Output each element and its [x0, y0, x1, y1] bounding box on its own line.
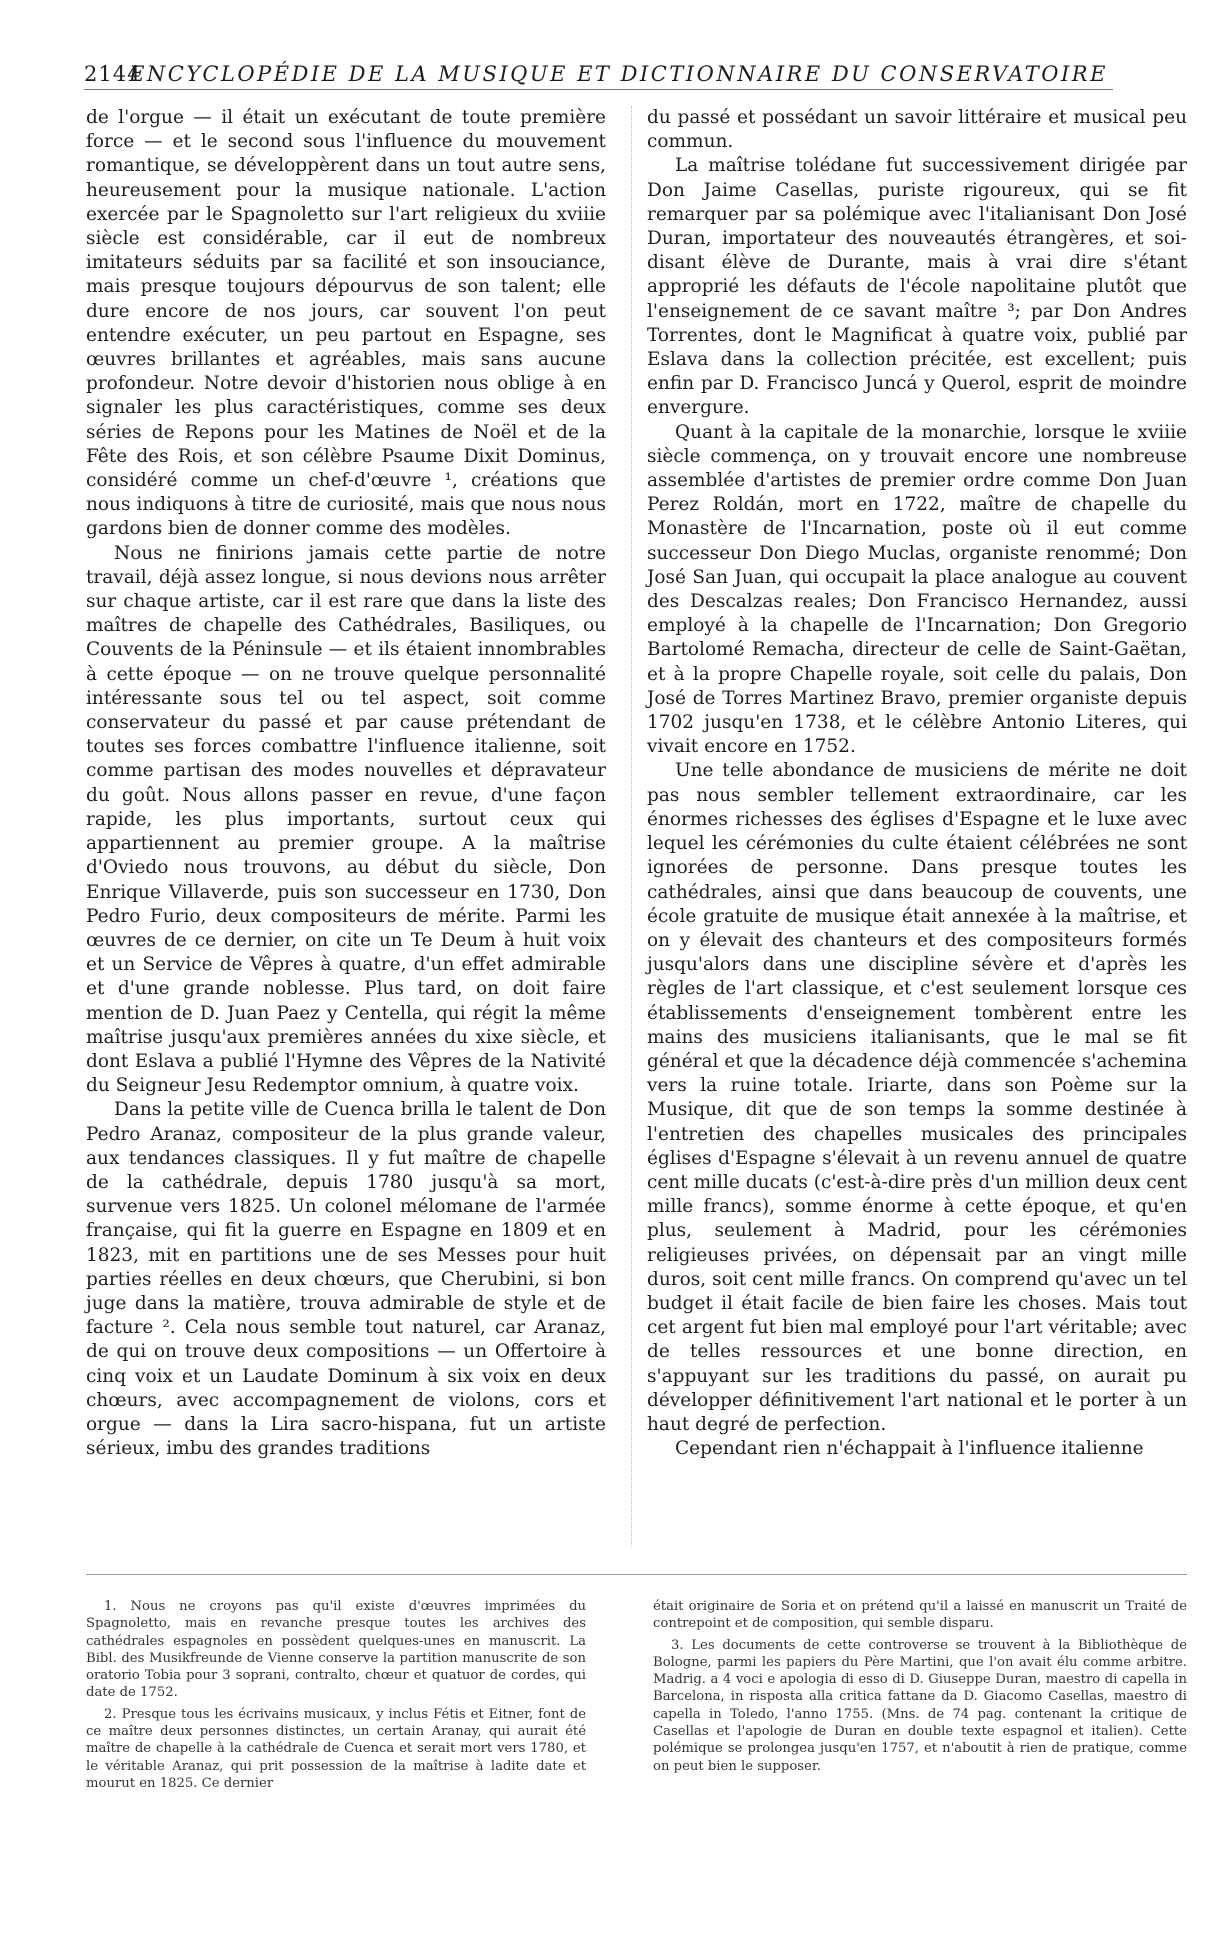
running-header — [84, 62, 1113, 90]
footnote: 2. Presque tous les écrivains musicaux, y inclus Fétis et Eitner, font de ce maître deux personnes distinctes, un certain Aranay, qui aurait été maître de chapelle à la cathédrale de Cuenca et serait mort vers 1780, et le véritable Aranaz, qui prit possession de la maîtrise à ladite date et mourut en 1825. Ce dernier — [86, 1706, 586, 1791]
header-rule — [84, 89, 1113, 90]
paragraph: Quant à la capitale de la monarchie, lorsque le xviiie siècle commença, on y trouvait encore une nombreuse assemblée d'artistes de premier ordre comme Don Juan Perez Roldán, mort en 1722, maître de chapelle du Monastère de l'Incarnation, poste où il eut comme successeur Don Diego Muclas, organiste renommé; Don José San Juan, qui occupait la place analogue au couvent des Descalzas reales; Don Francisco Hernandez, aussi employé à la chapelle de l'Incarnation; Don Gregorio Bartolomé Remacha, directeur de celle de Saint-Gaëtan, et à la propre Chapelle royale, soit celle du palais, Don José de Torres Martinez Bravo, premier organiste depuis 1702 jusqu'en 1738, et le célèbre Antonio Literes, qui vivait encore en 1752. — [647, 421, 1187, 758]
footnote-rule — [86, 1574, 1187, 1575]
right-column — [647, 106, 1187, 1461]
column-divider — [631, 106, 632, 1546]
footnotes-left — [86, 1598, 586, 1796]
paragraph: Nous ne finirions jamais cette partie de notre travail, déjà assez longue, si nous devions nous arrêter sur chaque artiste, car il est rare que dans la liste des maîtres de chapelle des Cathédrales, Basiliques, ou Couvents de la Péninsule — et ils étaient innombrables à cette époque — on ne trouve quelque personnalité intéressante sous tel ou tel aspect, soit comme conservateur du passé et par cause prétendant de toutes ses forces combattre l'influence italienne, soit comme partisan des modes nouvelles et dépravateur du goût. Nous allons passer en revue, d'une façon rapide, les plus importants, surtout ceux qui appartiennent au premier groupe. A la maîtrise d'Oviedo nous trouvons, au début du siècle, Don Enrique Villaverde, puis son successeur en 1730, Don Pedro Furio, deux compositeurs de mérite. Parmi les œuvres de ce dernier, on cite un Te Deum à huit voix et un Service de Vêpres à quatre, d'un effet admirable et d'une grande noblesse. Plus tard, on doit faire mention de D. Juan Paez y Centella, qui régit la même maîtrise jusqu'aux premières années du xixe siècle, et dont Eslava a publié l'Hymne des Vêpres de la Nativité du Seigneur Jesu Redemptor omnium, à quatre voix. — [86, 542, 606, 1097]
paragraph: La maîtrise tolédane fut successivement dirigée par Don Jaime Casellas, puriste rigoureux, qui se fit remarquer par sa polémique avec l'italianisant Don José Duran, importateur des nouveautés étrangères, et soi-disant élève de Durante, mais à vrai dire s'étant approprié les défauts de l'école napolitaine plutôt que l'enseignement de ce savant maître ³; par Don Andres Torrentes, dont le Magnificat à quatre voix, publié par Eslava dans la collection précitée, est excellent; puis enfin par D. Francisco Juncá y Querol, esprit de moindre envergure. — [647, 155, 1187, 419]
footnote: 1. Nous ne croyons pas qu'il existe d'œuvres imprimées du Spagnoletto, mais en revanche presque toutes les archives des cathédrales espagnoles en possèdent quelques-unes en manuscrit. La Bibl. des Musikfreunde de Vienne conserve la partition manuscrite de son oratorio Tobia pour 3 soprani, contralto, chœur et quatuor de cordes, qui date de 1752. — [86, 1599, 586, 1701]
paragraph: Dans la petite ville de Cuenca brilla le talent de Don Pedro Aranaz, compositeur de la plus grande valeur, aux tendances classiques. Il y fut maître de chapelle de la cathédrale, depuis 1780 jusqu'à sa mort, survenue vers 1825. Un colonel mélomane de l'armée française, qui fit la guerre en Espagne en 1809 et en 1823, mit en partitions une de ses Messes pour huit parties réelles en deux chœurs, que Cherubini, si bon juge dans la matière, trouva admirable de style et de facture ². Cela nous semble tout naturel, car Aranaz, de qui on trouve deux compositions — un Offertoire à cinq voix et un Laudate Dominum à six voix en deux chœurs, avec accompagnement de violons, cors et orgue — dans la Lira sacro-hispana, fut un artiste sérieux, imbu des grandes traditions — [86, 1099, 606, 1460]
page-number: 2144 — [84, 62, 142, 86]
paragraph: Une telle abondance de musiciens de mérite ne doit pas nous sembler tellement extraordinaire, car les énormes richesses des églises d'Espagne et le luxe avec lequel les cérémonies du culte étaient célébrées ne sont ignorées de personne. Dans presque toutes les cathédrales, ainsi que dans beaucoup de couvents, une école gratuite de musique était annexée à la maîtrise, et on y élevait des chanteurs et des compositeurs formés jusqu'alors dans une discipline sévère et d'après les règles de l'art classique, et c'est seulement lorsque ces établissements d'enseignement tombèrent entre les mains des musiciens italianisants, que le mal se fit général et que la décadence déjà commencée s'achemina vers la ruine totale. Iriarte, dans son Poème sur la Musique, dit que de son temps la somme destinée à l'entretien des chapelles musicales des principales églises d'Espagne s'élevait à un revenu annuel de quatre cent mille ducats (c'est-à-dire près d'un million deux cent mille francs), somme énorme à cette époque, et qu'en plus, seulement à Madrid, pour les cérémonies religieuses privées, on dépensait par an vingt mille duros, soit cent mille francs. On comprend qu'avec un tel budget il était facile de bien faire les choses. Mais tout cet argent fut bien mal employé pour l'art véritable; avec de telles ressources et une bonne direction, en s'appuyant sur les traditions du passé, on aurait pu développer définitivement l'art national et le porter à un haut degré de perfection. — [647, 760, 1187, 1435]
footnotes-right — [653, 1598, 1187, 1779]
paragraph: Cependant rien n'échappait à l'influence italienne — [675, 1438, 1144, 1460]
paragraph: du passé et possédant un savoir littéraire et musical peu commun. — [647, 107, 1187, 153]
running-title: ENCYCLOPÉDIE DE LA MUSIQUE ET DICTIONNAIRE DU CONSERVATOIRE — [129, 62, 1108, 86]
paragraph: de l'orgue — il était un exécutant de toute première force — et le second sous l'influence du mouvement romantique, se développèrent dans un tout autre sens, heureusement pour la musique nationale. L'action exercée par le Spagnoletto sur l'art religieux du xviiie siècle est considérable, car il eut de nombreux imitateurs séduits par sa facilité et son insouciance, mais presque toujours dépourvus de son talent; elle dure encore de nos jours, car souvent l'on peut entendre exécuter, un peu partout en Espagne, ses œuvres brillantes et agréables, mais sans aucune profondeur. Notre devoir d'historien nous oblige à en signaler les plus caractéristiques, comme ses deux séries de Repons pour les Matines de Noël et de la Fête des Rois, et son célèbre Psaume Dixit Dominus, considéré comme un chef-d'œuvre ¹, créations que nous indiquons à titre de curiosité, mais que nous nous gardons bien de donner comme des modèles. — [86, 107, 606, 540]
footnote: était originaire de Soria et on prétend qu'il a laissé en manuscrit un Traité de contrepoint et de composition, qui semble disparu. — [653, 1599, 1187, 1632]
left-column — [86, 106, 606, 1461]
footnote: 3. Les documents de cette controverse se trouvent à la Bibliothèque de Bologne, parmi les papiers du Père Martini, que l'on avait élu comme arbitre. Madrig. a 4 voci e apologia di esso di D. Giuseppe Duran, maestro di capella in Barcelona, in risposta alla critica fattane da D. Giacomo Casellas, maestro di capella in Toledo, l'anno 1755. (Mns. de 74 pag. contenant la critique de Casellas et l'apologie de Duran en double texte espagnol et italien). Cette polémique se prolongea jusqu'en 1757, et n'aboutit à rien de pratique, comme on peut bien le supposer. — [653, 1637, 1187, 1774]
